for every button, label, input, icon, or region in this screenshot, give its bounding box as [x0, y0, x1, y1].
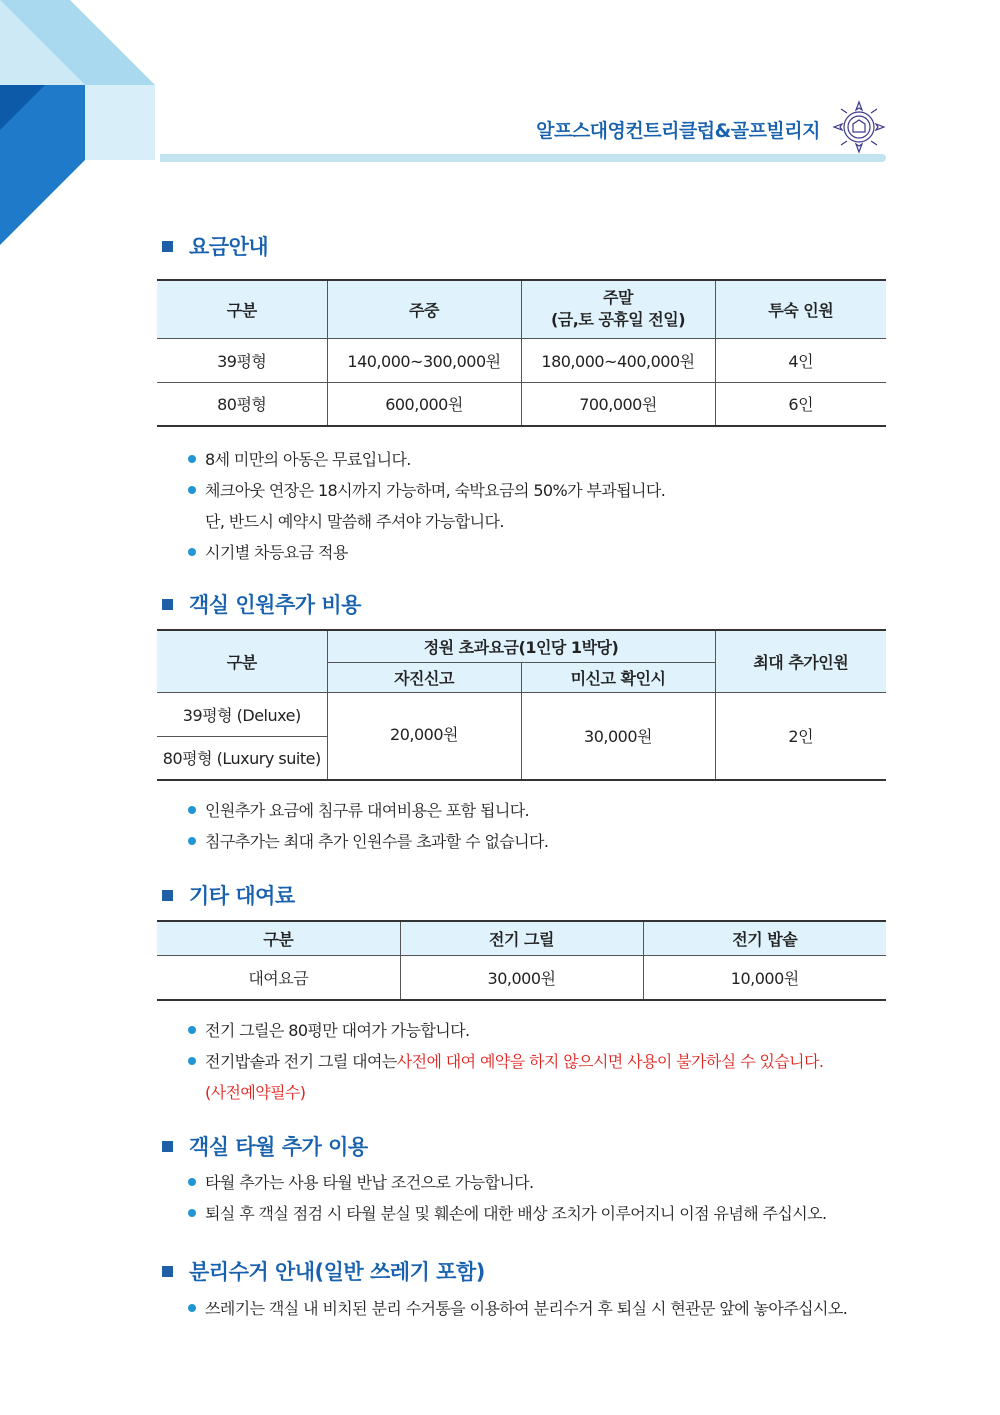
list-item: 단, 반드시 예약시 말씀해 주셔야 가능합니다.	[205, 512, 504, 531]
section-title-extra-guest: 객실 인원추가 비용	[162, 589, 361, 619]
recycling-notes	[188, 1292, 847, 1323]
rentals-table	[157, 920, 886, 1001]
list-item: 체크아웃 연장은 18시까지 가능하며, 숙박요금의 50%가 부과됩니다.	[188, 474, 665, 505]
bullet-icon	[188, 1209, 196, 1217]
club-emblem-icon	[832, 100, 886, 154]
table-header: 투숙 인원	[715, 280, 886, 338]
table-row	[157, 955, 886, 1000]
table-header: 주중	[327, 280, 521, 338]
table-cell: 140,000~300,000원	[327, 338, 521, 382]
section-square-icon	[162, 241, 173, 252]
bullet-icon	[188, 806, 196, 814]
section-title-towel: 객실 타월 추가 이용	[162, 1131, 368, 1161]
table-header: 구분	[157, 630, 327, 692]
table-cell: 39평형 (Deluxe)	[157, 692, 327, 736]
bullet-icon	[188, 455, 196, 463]
section-square-icon	[162, 890, 173, 901]
section-title-rates: 요금안내	[162, 231, 268, 261]
header-divider	[160, 154, 886, 162]
table-header: 구분	[157, 921, 400, 955]
warning-text: 사전에 대여 예약을 하지 않으시면 사용이 불가하실 수 있습니다.	[396, 1052, 824, 1071]
table-cell: 6인	[715, 382, 886, 426]
list-item: 전기밥솥과 전기 그릴 대여는 사전에 대여 예약을 하지 않으시면 사용이 불가하실 수 있습니다.	[188, 1045, 823, 1076]
table-header: 전기 밥솥	[643, 921, 886, 955]
table-cell: 20,000원	[327, 692, 521, 780]
table-header: 미신고 확인시	[521, 662, 715, 692]
warning-text: (사전예약필수)	[205, 1083, 306, 1102]
towel-notes	[188, 1166, 826, 1228]
table-row	[157, 382, 886, 426]
table-cell: 10,000원	[643, 955, 886, 1000]
section-square-icon	[162, 1266, 173, 1277]
bullet-icon	[188, 486, 196, 494]
table-row	[157, 338, 886, 382]
list-item: 타월 추가는 사용 타월 반납 조건으로 가능합니다.	[188, 1166, 826, 1197]
rates-notes	[188, 443, 665, 567]
list-item	[188, 1076, 823, 1107]
table-header: 구분	[157, 280, 327, 338]
table-cell: 700,000원	[521, 382, 715, 426]
page-header-title: 알프스대영컨트리클럽&골프빌리지	[536, 120, 820, 142]
table-header: 정원 초과요금(1인당 1박당)	[327, 630, 715, 662]
bullet-icon	[188, 1178, 196, 1186]
table-cell: 2인	[715, 692, 886, 780]
table-row	[157, 692, 886, 736]
extra-guest-notes	[188, 794, 548, 856]
list-item: 인원추가 요금에 침구류 대여비용은 포함 됩니다.	[188, 794, 548, 825]
rentals-notes	[188, 1014, 823, 1107]
table-cell: 30,000원	[521, 692, 715, 780]
table-cell: 600,000원	[327, 382, 521, 426]
section-title-recycling: 분리수거 안내(일반 쓰레기 포함)	[162, 1256, 485, 1286]
section-title-rentals: 기타 대여료	[162, 880, 295, 910]
bullet-icon	[188, 1304, 196, 1312]
corner-decoration	[0, 0, 170, 250]
list-item: 전기 그릴은 80평만 대여가 가능합니다.	[188, 1014, 823, 1045]
rates-table	[157, 279, 886, 427]
extra-guest-table	[157, 629, 886, 781]
bullet-icon	[188, 1026, 196, 1034]
section-square-icon	[162, 1141, 173, 1152]
list-item: 쓰레기는 객실 내 비치된 분리 수거통을 이용하여 분리수거 후 퇴실 시 현관문 앞에 놓아주십시오.	[188, 1292, 847, 1323]
table-header: 전기 그릴	[400, 921, 643, 955]
table-cell: 180,000~400,000원	[521, 338, 715, 382]
bullet-icon	[188, 837, 196, 845]
list-item: 침구추가는 최대 추가 인원수를 초과할 수 없습니다.	[188, 825, 548, 856]
table-header: 최대 추가인원	[715, 630, 886, 692]
list-item: 시기별 차등요금 적용	[188, 536, 665, 567]
bullet-icon	[188, 1057, 196, 1065]
table-cell: 39평형	[157, 338, 327, 382]
bullet-icon	[188, 548, 196, 556]
section-square-icon	[162, 599, 173, 610]
table-header: 주말 (금,토 공휴일 전일)	[521, 280, 715, 338]
table-cell: 30,000원	[400, 955, 643, 1000]
table-cell: 80평형	[157, 382, 327, 426]
table-cell: 4인	[715, 338, 886, 382]
list-item: 퇴실 후 객실 점검 시 타월 분실 및 훼손에 대한 배상 조치가 이루어지니 이점 유념해 주십시오.	[188, 1197, 826, 1228]
table-cell: 80평형 (Luxury suite)	[157, 736, 327, 780]
table-cell: 대여요금	[157, 955, 400, 1000]
table-header: 자진신고	[327, 662, 521, 692]
list-item: 8세 미만의 아동은 무료입니다.	[188, 443, 665, 474]
